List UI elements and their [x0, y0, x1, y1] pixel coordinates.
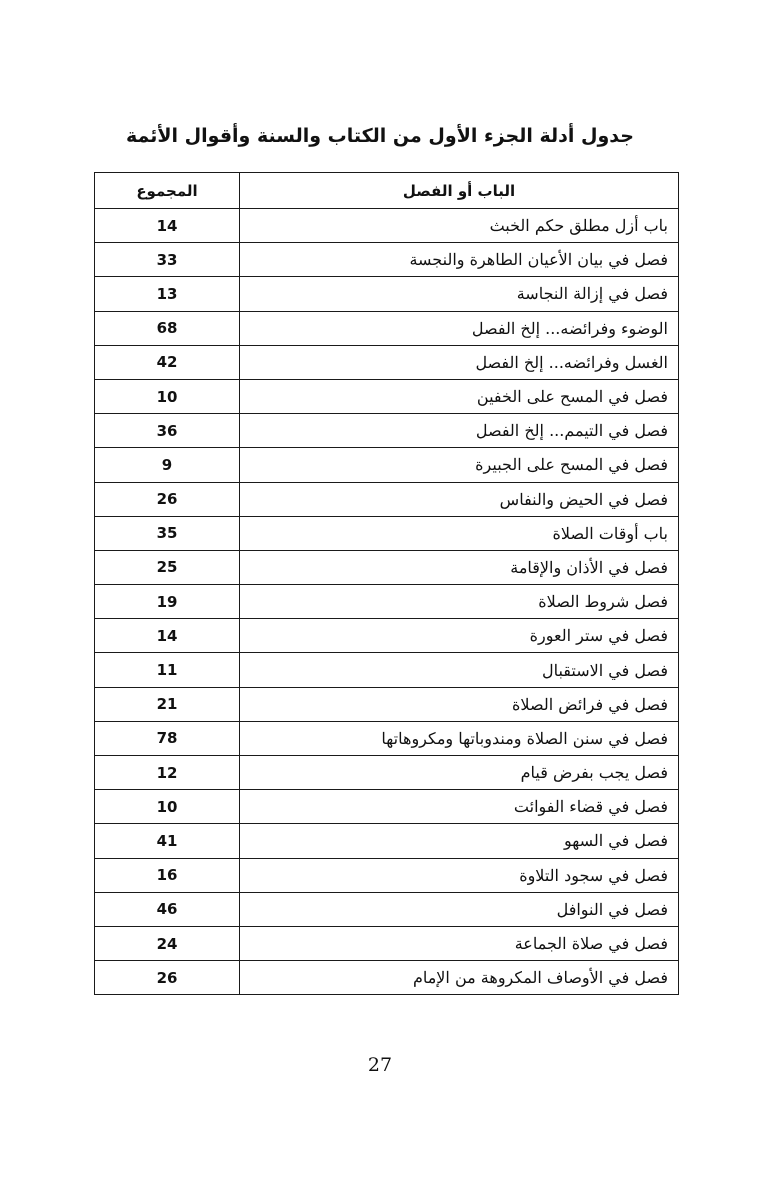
total-cell: 24	[95, 926, 240, 960]
total-cell: 68	[95, 311, 240, 345]
total-cell: 10	[95, 790, 240, 824]
total-cell: 42	[95, 345, 240, 379]
table-row	[95, 516, 679, 550]
total-cell: 9	[95, 448, 240, 482]
table-row	[95, 379, 679, 413]
chapter-cell: باب أوقات الصلاة	[240, 516, 679, 550]
header-chapter: الباب أو الفصل	[240, 173, 679, 209]
table-row	[95, 482, 679, 516]
chapter-cell: فصل في المسح على الجبيرة	[240, 448, 679, 482]
chapter-cell: فصل في السهو	[240, 824, 679, 858]
chapter-cell: فصل في المسح على الخفين	[240, 379, 679, 413]
evidence-table	[94, 172, 679, 995]
chapter-cell: فصل في فرائض الصلاة	[240, 687, 679, 721]
total-cell: 35	[95, 516, 240, 550]
total-cell: 14	[95, 619, 240, 653]
total-cell: 14	[95, 209, 240, 243]
total-cell: 26	[95, 482, 240, 516]
table-row	[95, 345, 679, 379]
table-row	[95, 961, 679, 995]
chapter-cell: فصل يجب بفرض قيام	[240, 756, 679, 790]
table-row	[95, 824, 679, 858]
table-row	[95, 311, 679, 345]
table-row	[95, 756, 679, 790]
table-row	[95, 926, 679, 960]
total-cell: 41	[95, 824, 240, 858]
total-cell: 12	[95, 756, 240, 790]
table-row	[95, 448, 679, 482]
chapter-cell: فصل في سجود التلاوة	[240, 858, 679, 892]
page-number: 27	[367, 1054, 393, 1076]
chapter-cell: فصل في النوافل	[240, 892, 679, 926]
total-cell: 78	[95, 721, 240, 755]
chapter-cell: فصل في صلاة الجماعة	[240, 926, 679, 960]
table-row	[95, 858, 679, 892]
table-row	[95, 585, 679, 619]
table-row	[95, 892, 679, 926]
total-cell: 13	[95, 277, 240, 311]
chapter-cell: فصل شروط الصلاة	[240, 585, 679, 619]
chapter-cell: الوضوء وفرائضه... إلخ الفصل	[240, 311, 679, 345]
header-total: المجموع	[95, 173, 240, 209]
table-row	[95, 209, 679, 243]
chapter-cell: فصل في الأوصاف المكروهة من الإمام	[240, 961, 679, 995]
table-row	[95, 550, 679, 584]
table-row	[95, 414, 679, 448]
table-row	[95, 687, 679, 721]
chapter-cell: فصل في سنن الصلاة ومندوباتها ومكروهاتها	[240, 721, 679, 755]
table-body	[95, 209, 679, 995]
total-cell: 33	[95, 243, 240, 277]
table-row	[95, 619, 679, 653]
table-row	[95, 277, 679, 311]
chapter-cell: فصل في الأذان والإقامة	[240, 550, 679, 584]
chapter-cell: فصل في إزالة النجاسة	[240, 277, 679, 311]
chapter-cell: باب أزل مطلق حكم الخبث	[240, 209, 679, 243]
chapter-cell: الغسل وفرائضه... إلخ الفصل	[240, 345, 679, 379]
total-cell: 26	[95, 961, 240, 995]
table-row	[95, 243, 679, 277]
chapter-cell: فصل في الحيض والنفاس	[240, 482, 679, 516]
table-row	[95, 721, 679, 755]
table-row	[95, 790, 679, 824]
total-cell: 21	[95, 687, 240, 721]
chapter-cell: فصل في التيمم... إلخ الفصل	[240, 414, 679, 448]
total-cell: 16	[95, 858, 240, 892]
page-title: جدول أدلة الجزء الأول من الكتاب والسنة وأقوال الأئمة	[126, 125, 634, 147]
chapter-cell: فصل في قضاء الفوائت	[240, 790, 679, 824]
table-row	[95, 653, 679, 687]
total-cell: 25	[95, 550, 240, 584]
total-cell: 46	[95, 892, 240, 926]
table-header-row	[95, 173, 679, 209]
chapter-cell: فصل في ستر العورة	[240, 619, 679, 653]
total-cell: 10	[95, 379, 240, 413]
chapter-cell: فصل في بيان الأعيان الطاهرة والنجسة	[240, 243, 679, 277]
total-cell: 19	[95, 585, 240, 619]
total-cell: 36	[95, 414, 240, 448]
chapter-cell: فصل في الاستقبال	[240, 653, 679, 687]
total-cell: 11	[95, 653, 240, 687]
